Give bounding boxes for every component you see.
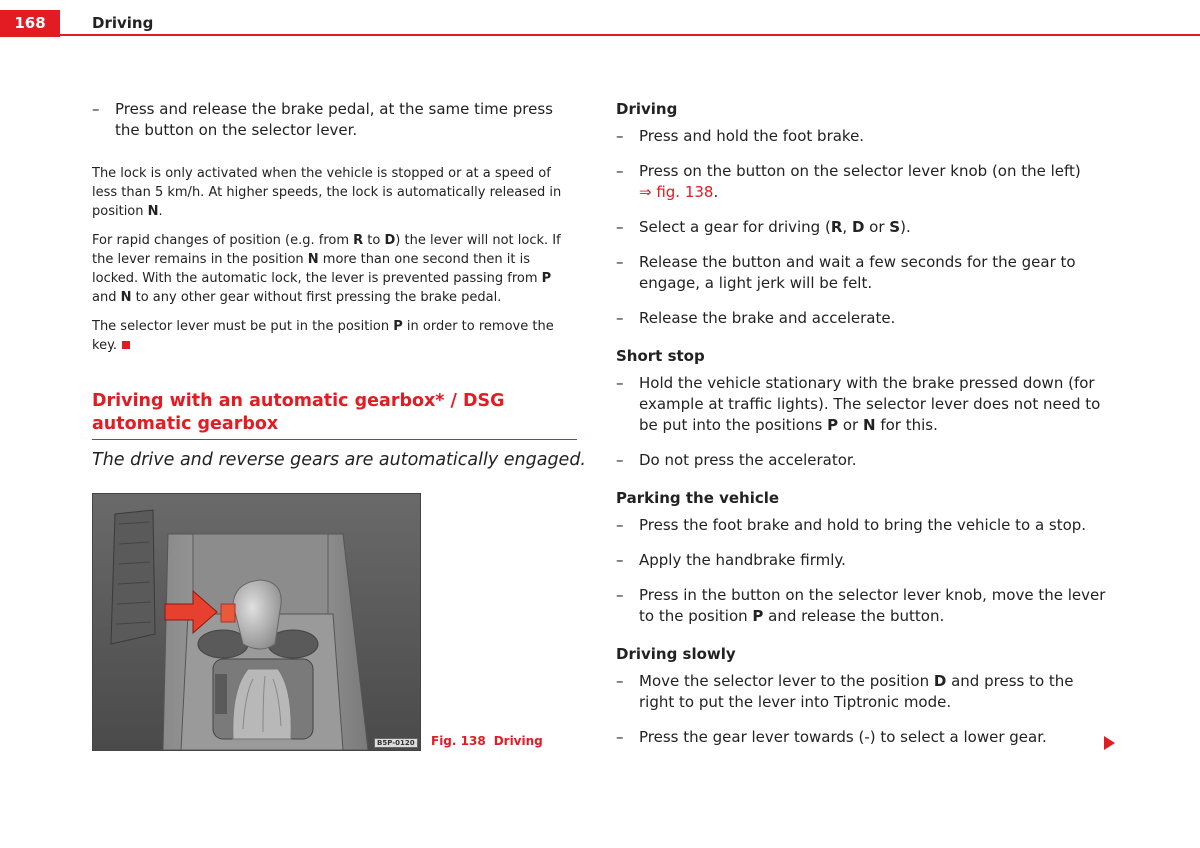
text-run: more than one second then it is locked. With the automatic lock, the lever is prevented passing from — [92, 252, 542, 286]
position-letter: N — [147, 204, 159, 219]
position-letter: D — [851, 218, 865, 236]
bullet-text: Press and hold the foot brake. — [639, 127, 865, 145]
dash: – — [616, 672, 624, 690]
bullet-text: Apply the handbrake firmly. — [639, 551, 846, 569]
list-item — [616, 671, 1106, 713]
bullet-text: Press the foot brake and hold to bring the vehicle to a stop. — [639, 516, 1087, 534]
text-run: ) the lever will not lock. If the lever remains in the position — [92, 233, 561, 267]
text-run: and press to the right to put the lever into Tiptronic mode. — [639, 672, 1074, 711]
dash: – — [616, 162, 624, 180]
dash: – — [616, 451, 624, 469]
paragraph — [92, 317, 577, 355]
list-item — [616, 252, 1106, 294]
figure-code: B5P-0120 — [374, 738, 418, 748]
text-run: in order to remove the key. — [92, 319, 554, 353]
list-item — [92, 99, 577, 141]
position-letter: R — [353, 233, 364, 248]
list-item — [616, 308, 1106, 329]
position-letter: P — [827, 416, 839, 434]
figure-label: Fig. 138 — [431, 734, 486, 748]
text-run: Move the selector lever to the position — [639, 672, 934, 690]
subheading-parking: Parking the vehicle — [616, 489, 780, 507]
position-letter: N — [862, 416, 876, 434]
figure-caption — [431, 734, 543, 748]
list-item — [616, 515, 1106, 536]
text-run: Select a gear for driving ( — [639, 218, 831, 236]
text-run: to — [363, 233, 385, 248]
right-column — [616, 99, 1106, 748]
position-letter: P — [752, 607, 764, 625]
dash: – — [616, 374, 624, 392]
position-letter: P — [541, 271, 552, 286]
text-run: . — [713, 183, 719, 201]
text-run: Hold the vehicle stationary with the brake pressed down (for example at traffic lights). The selector lever does not need to be put into the positions — [639, 374, 1101, 434]
position-letter: S — [889, 218, 901, 236]
text-run: The lock is only activated when the vehicle is stopped or at a speed of less than 5 km/h. At higher speeds, the lock is automatically released in position — [92, 166, 562, 219]
figure-reference-link[interactable]: ⇒ fig. 138 — [639, 183, 714, 201]
subheading-driving: Driving — [616, 100, 678, 118]
paragraph — [92, 231, 577, 307]
selector-lever-illustration — [93, 494, 420, 750]
position-letter: D — [384, 233, 396, 248]
paragraph — [92, 164, 577, 221]
dash: – — [616, 127, 624, 145]
bullet-text — [639, 161, 1106, 203]
bullet-text: Press the gear lever towards (-) to select a lower gear. — [639, 728, 1047, 746]
text-run: ). — [900, 218, 911, 236]
list-item — [616, 550, 1106, 571]
bullet-text — [639, 373, 1106, 436]
dash: – — [616, 309, 624, 327]
list-item — [616, 217, 1106, 238]
position-letter: N — [120, 290, 132, 305]
list-item — [616, 450, 1106, 471]
dash: – — [616, 516, 624, 534]
figure-selector-lever — [92, 493, 421, 751]
list-item — [616, 373, 1106, 436]
text-run: The selector lever must be put in the position — [92, 319, 394, 334]
text-run: For rapid changes of position (e.g. from — [92, 233, 354, 248]
text-run: for this. — [875, 416, 938, 434]
section-title: Driving with an automatic gearbox* / DSG automatic gearbox — [92, 390, 577, 440]
dash: – — [92, 100, 100, 118]
subheading-driving-slowly: Driving slowly — [616, 645, 736, 663]
list-item — [616, 727, 1106, 748]
subheading-short-stop: Short stop — [616, 347, 705, 365]
bullet-text — [639, 671, 1106, 713]
text-run: or — [864, 218, 890, 236]
dash: – — [616, 728, 624, 746]
dash: – — [616, 586, 624, 604]
list-item — [616, 161, 1106, 203]
text-run: . — [158, 204, 163, 219]
bullet-text: Release the brake and accelerate. — [639, 309, 896, 327]
text-run: or — [838, 416, 863, 434]
position-letter: D — [933, 672, 947, 690]
text-run: , — [842, 218, 852, 236]
position-letter: P — [393, 319, 403, 334]
page-number: 168 — [0, 10, 60, 37]
section-end-icon — [122, 341, 130, 349]
text-run: Press in the button on the selector lever knob, move the lever to the position — [639, 586, 1106, 625]
dash: – — [616, 218, 624, 236]
chapter-title: Driving — [92, 14, 154, 32]
dash: – — [616, 253, 624, 271]
header-rule — [60, 34, 1200, 36]
bullet-text: Do not press the accelerator. — [639, 451, 857, 469]
continue-arrow-icon — [1104, 736, 1115, 750]
text-run: and release the button. — [763, 607, 945, 625]
text-run: Press on the button on the selector lever knob (on the left) — [639, 162, 1081, 180]
list-item — [616, 585, 1106, 627]
text-run: to any other gear without first pressing the brake pedal. — [131, 290, 502, 305]
figure-caption-text: Driving — [493, 734, 543, 748]
bullet-text: Release the button and wait a few seconds for the gear to engage, a light jerk will be felt. — [639, 253, 1076, 292]
position-letter: R — [830, 218, 843, 236]
section-intro: The drive and reverse gears are automatically engaged. — [92, 450, 586, 470]
bullet-text: Press and release the brake pedal, at the same time press the button on the selector lever. — [115, 100, 553, 139]
position-letter: N — [307, 252, 319, 267]
text-run: and — [92, 290, 121, 305]
dash: – — [616, 551, 624, 569]
left-column — [92, 99, 577, 355]
bullet-text — [639, 217, 1106, 238]
list-item — [616, 126, 1106, 147]
bullet-text — [639, 585, 1106, 627]
